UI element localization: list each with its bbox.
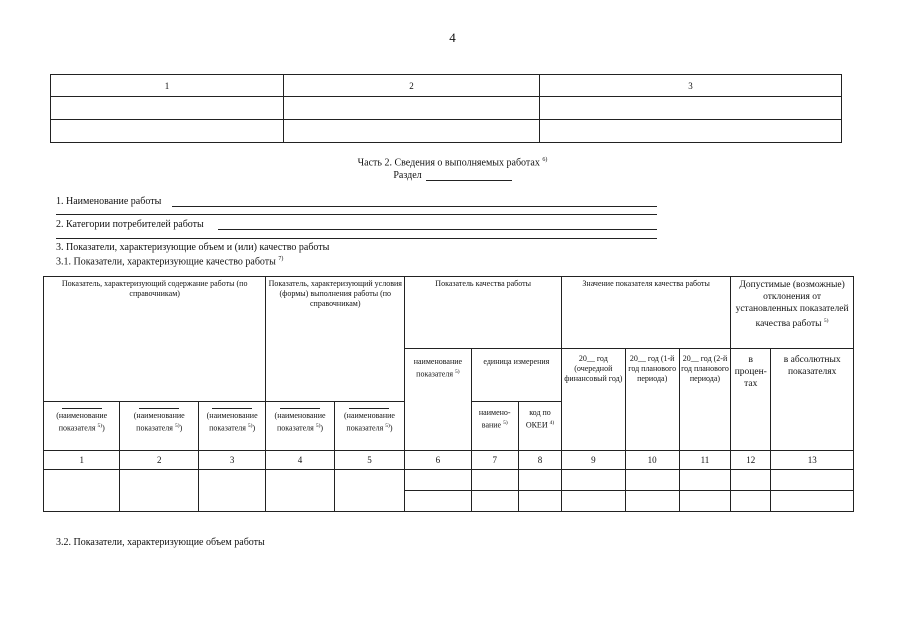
conditions-sub-2-blank[interactable] <box>349 408 389 409</box>
top-table-cell <box>540 120 842 143</box>
okei-header <box>518 402 561 451</box>
razdel-label: Раздел <box>393 170 422 181</box>
year3-header <box>679 349 730 451</box>
conditions-sub-1-blank[interactable] <box>280 408 320 409</box>
table-cell[interactable] <box>471 470 518 491</box>
year2-text: 20__ год (1-й год планового периода) <box>628 354 677 383</box>
group-deviation-text: Допустимые (возможные) отклонения от установленных показателей качества работы <box>735 280 849 330</box>
table-cell[interactable] <box>334 470 404 512</box>
col-number-9: 9 <box>562 451 625 470</box>
table-cell[interactable] <box>198 470 265 512</box>
table-cell[interactable] <box>562 470 625 491</box>
indicators-label: 3. Показатели, характеризующие объем и (или) качество работы <box>56 242 330 253</box>
conditions-sub-1 <box>266 402 334 451</box>
indicator-name-note: 5) <box>455 369 460 375</box>
unit-text: единица измерения <box>483 357 550 366</box>
sub-note: 5) <box>385 423 390 429</box>
group-value-text: Значение показателя качества работы <box>582 279 710 288</box>
sub-label: (наименование показателя <box>274 411 326 433</box>
content-sub-1-blank[interactable] <box>62 408 102 409</box>
col-number-10: 10 <box>625 451 679 470</box>
group-quality-text: Показатель качества работы <box>435 279 532 288</box>
table-cell[interactable] <box>518 491 561 512</box>
table-cell[interactable] <box>562 491 625 512</box>
sub-label: (наименование показателя <box>56 411 108 433</box>
absolute-header <box>771 349 854 451</box>
indicator-name-header <box>405 349 471 451</box>
table-cell[interactable] <box>120 470 198 512</box>
indicator-name-text: наименование показателя <box>413 357 463 379</box>
col-number-13: 13 <box>771 451 854 470</box>
work-name-label: 1. Наименование работы <box>56 196 162 207</box>
col-number-4: 4 <box>266 451 334 470</box>
unit-name-note: 5) <box>503 420 508 426</box>
consumers-blank[interactable] <box>218 229 657 230</box>
content-sub-3-blank[interactable] <box>212 408 252 409</box>
year1-header <box>562 349 625 451</box>
table-cell[interactable] <box>44 470 120 512</box>
percent-header <box>731 349 771 451</box>
top-table-cell <box>284 97 540 120</box>
col-number-12: 12 <box>731 451 771 470</box>
top-table <box>50 74 842 143</box>
col-number-1: 1 <box>44 451 120 470</box>
col-number-2: 2 <box>120 451 198 470</box>
unit-header <box>471 349 562 402</box>
okei-text: код по ОКЕИ <box>525 408 551 430</box>
year1-text: 20__ год (очередной финансовый год) <box>564 354 623 383</box>
consumers-blank-2[interactable] <box>56 238 657 239</box>
col-number-7: 7 <box>471 451 518 470</box>
sub-label: (наименование показателя <box>133 411 185 433</box>
col-number-3: 3 <box>198 451 265 470</box>
sub-note: 5) <box>97 423 103 429</box>
consumers-label: 2. Категории потребителей работы <box>56 219 204 230</box>
col-number-8: 8 <box>518 451 561 470</box>
quality-label-text: 3.1. Показатели, характеризующие качество работы <box>56 256 276 268</box>
group-content-text: Показатель, характеризующий содержание работы (по справочникам) <box>61 279 248 298</box>
part2-title <box>0 157 905 168</box>
group-deviation-header <box>731 277 854 349</box>
group-value-header <box>562 277 731 349</box>
top-table-cell <box>51 97 284 120</box>
content-sub-2-blank[interactable] <box>139 408 179 409</box>
sub-note: 5) <box>174 423 180 429</box>
group-deviation-note: 5) <box>823 318 829 324</box>
table-cell[interactable] <box>405 470 471 491</box>
table-cell[interactable] <box>731 491 771 512</box>
col-number-5: 5 <box>334 451 404 470</box>
table-cell[interactable] <box>471 491 518 512</box>
top-table-header-3: 3 <box>540 75 842 97</box>
volume-label: 3.2. Показатели, характеризующие объем работы <box>56 537 265 548</box>
table-cell[interactable] <box>679 491 730 512</box>
col-number-11: 11 <box>679 451 730 470</box>
top-table-header-1: 1 <box>51 75 284 97</box>
sub-close: ) <box>389 423 393 433</box>
content-sub-2 <box>120 402 198 451</box>
quality-table <box>43 276 854 512</box>
top-table-cell <box>284 120 540 143</box>
unit-name-text: наимено-вание <box>478 408 511 430</box>
col-number-6: 6 <box>405 451 471 470</box>
table-cell[interactable] <box>771 491 854 512</box>
top-table-cell <box>540 97 842 120</box>
group-conditions-header <box>266 277 405 402</box>
sub-close: ) <box>320 423 324 433</box>
part2-title-text: Часть 2. Сведения о выполняемых работах <box>357 157 540 169</box>
unit-name-header <box>471 402 518 451</box>
quality-label <box>56 256 283 267</box>
group-quality-header <box>405 277 562 349</box>
content-sub-3 <box>198 402 265 451</box>
sub-note: 5) <box>315 423 321 429</box>
table-cell[interactable] <box>771 470 854 491</box>
sub-close: ) <box>102 423 105 433</box>
sub-close: ) <box>252 423 256 433</box>
table-cell[interactable] <box>679 470 730 491</box>
razdel-line <box>0 170 905 181</box>
razdel-blank[interactable] <box>426 171 512 181</box>
work-name-blank-2[interactable] <box>56 214 657 215</box>
sub-label: (наименование показателя <box>206 411 258 433</box>
sub-note: 5) <box>247 423 253 429</box>
absolute-text: в абсолютных показателях <box>783 355 841 377</box>
year2-header <box>625 349 679 451</box>
page-number: 4 <box>449 30 456 45</box>
conditions-sub-2 <box>334 402 404 451</box>
group-content-header <box>44 277 266 402</box>
table-cell[interactable] <box>625 470 679 491</box>
top-table-header-2: 2 <box>284 75 540 97</box>
sub-label: (наименование показателя <box>343 411 395 433</box>
top-table-cell <box>51 120 284 143</box>
group-conditions-text: Показатель, характеризующий условия (формы) выполнения работы (по справочникам) <box>268 279 402 308</box>
percent-text: в процен-тах <box>734 355 767 389</box>
okei-note: 4) <box>549 420 555 426</box>
table-cell[interactable] <box>266 470 334 512</box>
quality-label-note: 7) <box>278 256 284 262</box>
table-cell[interactable] <box>405 491 471 512</box>
work-name-blank[interactable] <box>172 206 657 207</box>
table-cell[interactable] <box>625 491 679 512</box>
part2-title-note: 6) <box>542 157 548 163</box>
table-cell[interactable] <box>731 470 771 491</box>
sub-close: ) <box>179 423 183 433</box>
content-sub-1 <box>44 402 120 451</box>
table-cell[interactable] <box>518 470 561 491</box>
year3-text: 20__ год (2-й год планового периода) <box>681 354 729 383</box>
